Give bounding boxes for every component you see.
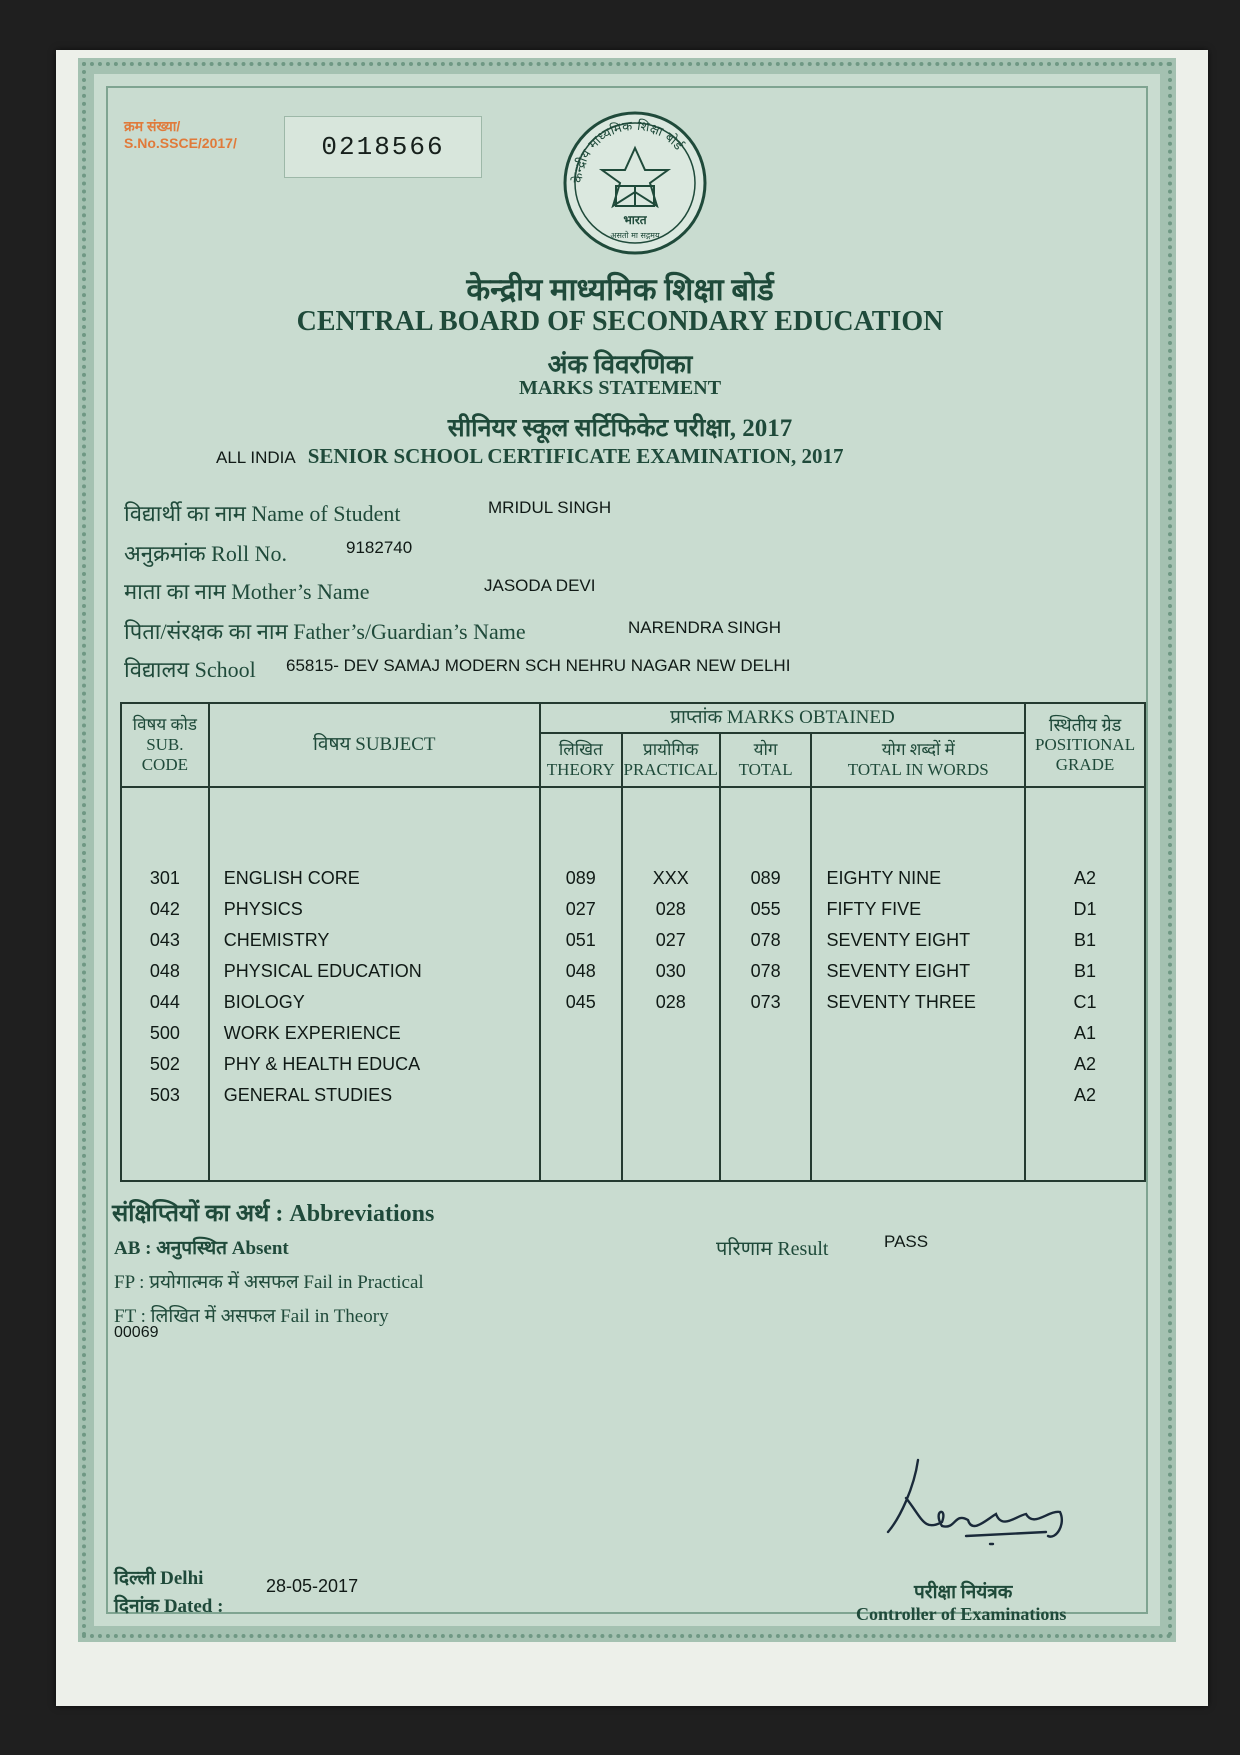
cell-theory [541, 1085, 621, 1116]
result-label: परिणाम Result [716, 1238, 829, 1260]
cell-theory: 051 [565, 930, 596, 950]
place-label: दिल्ली Delhi [114, 1568, 204, 1589]
issue-date: 28-05-2017 [266, 1576, 359, 1596]
cell-total: 055 [750, 899, 781, 919]
statement-title-english: MARKS STATEMENT [518, 377, 722, 399]
header-grade-line1: POSITIONAL [1034, 735, 1136, 754]
cell-code: 301 [149, 868, 180, 888]
cell-code: 502 [149, 1054, 180, 1074]
header-theory-hindi: लिखित [558, 740, 603, 759]
header-practical [622, 733, 720, 787]
cell-total [721, 1023, 811, 1054]
cell-grade: A2 [1074, 1085, 1097, 1105]
statement-title-hindi: अंक विवरणिका [547, 350, 693, 379]
cell-theory: 048 [565, 961, 596, 981]
cell-code: 500 [149, 1023, 180, 1043]
col-code [121, 787, 209, 1181]
cbse-seal-icon [560, 108, 710, 258]
mother-name: JASODA DEVI [484, 576, 596, 595]
seal-text-top: केन्द्रीय माध्यमिक शिक्षा बोर्ड [570, 118, 686, 184]
seal-motto: असतो मा सद्गमय [610, 231, 660, 240]
roll-number: 9182740 [346, 538, 413, 557]
header-sub-code [121, 703, 209, 787]
cell-code: 048 [149, 961, 180, 981]
mother-name-label: माता का नाम Mother’s Name [124, 579, 370, 604]
cell-practical: 028 [655, 899, 686, 919]
cell-practical [623, 1023, 719, 1054]
cell-subject: PHY & HEALTH EDUCA [223, 1054, 421, 1074]
header-total [720, 733, 812, 787]
abbr-fail-practical: FP : प्रयोगात्मक में असफल Fail in Practical [114, 1272, 424, 1293]
header-theory [540, 733, 622, 787]
serial-number-label [124, 118, 237, 152]
cell-grade: C1 [1073, 992, 1097, 1012]
cell-subject: ENGLISH CORE [223, 868, 360, 888]
roll-number-label: अनुक्रमांक Roll No. [124, 541, 287, 566]
cell-total: 078 [750, 930, 781, 950]
cell-theory: 045 [565, 992, 596, 1012]
board-title-hindi: केन्द्रीय माध्यमिक शिक्षा बोर्ड [466, 272, 774, 307]
cell-total: 073 [750, 992, 781, 1012]
cell-code: 503 [149, 1085, 180, 1105]
marks-table [120, 702, 1146, 1182]
serial-label-english: S.No.SSCE/2017/ [124, 135, 237, 151]
header-practical-hindi: प्रायोगिक [643, 740, 699, 759]
cell-words: SEVENTY EIGHT [826, 961, 971, 981]
cell-subject: BIOLOGY [223, 992, 305, 1012]
cell-subject: PHYSICAL EDUCATION [223, 961, 422, 981]
cell-total [721, 1054, 811, 1085]
header-words-english: TOTAL IN WORDS [847, 760, 989, 779]
cell-theory [541, 1023, 621, 1054]
cell-code: 044 [149, 992, 180, 1012]
controller-signature [870, 1440, 1090, 1560]
cell-practical: XXX [652, 868, 689, 888]
cell-total: 089 [750, 868, 781, 888]
cell-grade: B1 [1074, 961, 1097, 981]
school-label: विद्यालय School [124, 657, 256, 682]
exam-prefix: ALL INDIA [216, 448, 296, 467]
school-name: 65815- DEV SAMAJ MODERN SCH NEHRU NAGAR NEW DELHI [286, 656, 791, 675]
exam-title-english [216, 444, 844, 469]
header-grade-line2: GRADE [1055, 755, 1115, 774]
cell-practical: 027 [655, 930, 686, 950]
cell-practical: 028 [655, 992, 686, 1012]
father-name-label: पिता/संरक्षक का नाम Father’s/Guardian’s Name [124, 619, 526, 644]
dated-label: दिनांक Dated : [114, 1596, 224, 1617]
cell-words: FIFTY FIVE [826, 899, 922, 919]
serial-label-hindi: क्रम संख्या/ [124, 118, 181, 134]
col-grade [1025, 787, 1145, 1181]
header-code-line1: SUB. [146, 735, 184, 754]
header-total-in-words [811, 733, 1025, 787]
cell-grade: A2 [1074, 868, 1097, 888]
code-number: 00069 [114, 1324, 159, 1341]
abbreviations-title-hindi: संक्षिप्तियों का अर्थ : [112, 1201, 284, 1227]
exam-title-hindi: सीनियर स्कूल सर्टिफिकेट परीक्षा, 2017 [447, 415, 793, 442]
header-positional-grade [1025, 703, 1145, 787]
header-marks-obtained: प्राप्तांक MARKS OBTAINED [540, 703, 1025, 733]
cell-subject: WORK EXPERIENCE [223, 1023, 401, 1043]
cell-grade: A1 [1074, 1023, 1097, 1043]
cell-code: 042 [149, 899, 180, 919]
cell-words: SEVENTY THREE [826, 992, 976, 1012]
cell-total: 078 [750, 961, 781, 981]
col-practical [622, 787, 720, 1181]
cell-theory [541, 1054, 621, 1085]
cell-theory: 089 [565, 868, 596, 888]
controller-title-english: Controller of Examinations [856, 1604, 1067, 1624]
student-name-label: विद्यार्थी का नाम Name of Student [124, 501, 401, 526]
col-theory [540, 787, 622, 1181]
cell-practical: 030 [655, 961, 686, 981]
header-code-line2: CODE [141, 755, 188, 774]
cell-grade: A2 [1074, 1054, 1097, 1074]
col-words [811, 787, 1025, 1181]
cell-total [721, 1085, 811, 1116]
exam-title-text: SENIOR SCHOOL CERTIFICATE EXAMINATION, 2017 [307, 444, 844, 468]
header-practical-english: PRACTICAL [623, 760, 718, 779]
cell-words [812, 1023, 1024, 1054]
abbr-fail-theory: FT : लिखित में असफल Fail in Theory [114, 1306, 389, 1327]
father-name: NARENDRA SINGH [628, 618, 782, 637]
cell-practical [623, 1054, 719, 1085]
header-subject: विषय SUBJECT [209, 703, 540, 787]
cell-grade: D1 [1073, 899, 1097, 919]
col-subject [209, 787, 540, 1181]
header-words-hindi: योग शब्दों में [881, 740, 955, 759]
header-total-english: TOTAL [738, 760, 793, 779]
cell-code: 043 [149, 930, 180, 950]
result-value: PASS [884, 1232, 929, 1251]
student-name: MRIDUL SINGH [488, 498, 612, 517]
header-total-hindi: योग [753, 740, 778, 759]
cell-words [812, 1085, 1024, 1116]
cell-subject: CHEMISTRY [223, 930, 330, 950]
col-total [720, 787, 812, 1181]
seal-text-country: भारत [623, 213, 647, 227]
serial-number: 0218566 [284, 116, 482, 178]
controller-title-hindi: परीक्षा नियंत्रक [914, 1582, 1013, 1603]
cell-practical [623, 1085, 719, 1116]
board-title-english: CENTRAL BOARD OF SECONDARY EDUCATION [296, 306, 944, 337]
header-theory-english: THEORY [546, 760, 615, 779]
abbreviations-title [112, 1196, 434, 1229]
abbreviations-title-english: Abbreviations [289, 1201, 435, 1227]
abbr-absent: AB : अनुपस्थित Absent [114, 1238, 289, 1259]
header-grade-hindi: स्थितीय ग्रेड [1048, 715, 1122, 735]
cell-theory: 027 [565, 899, 596, 919]
cell-words: EIGHTY NINE [826, 868, 942, 888]
cell-grade: B1 [1074, 930, 1097, 950]
header-code-hindi: विषय कोड [132, 715, 198, 734]
cell-subject: GENERAL STUDIES [223, 1085, 393, 1105]
cell-subject: PHYSICS [223, 899, 303, 919]
cell-words: SEVENTY EIGHT [826, 930, 971, 950]
cell-words [812, 1054, 1024, 1085]
